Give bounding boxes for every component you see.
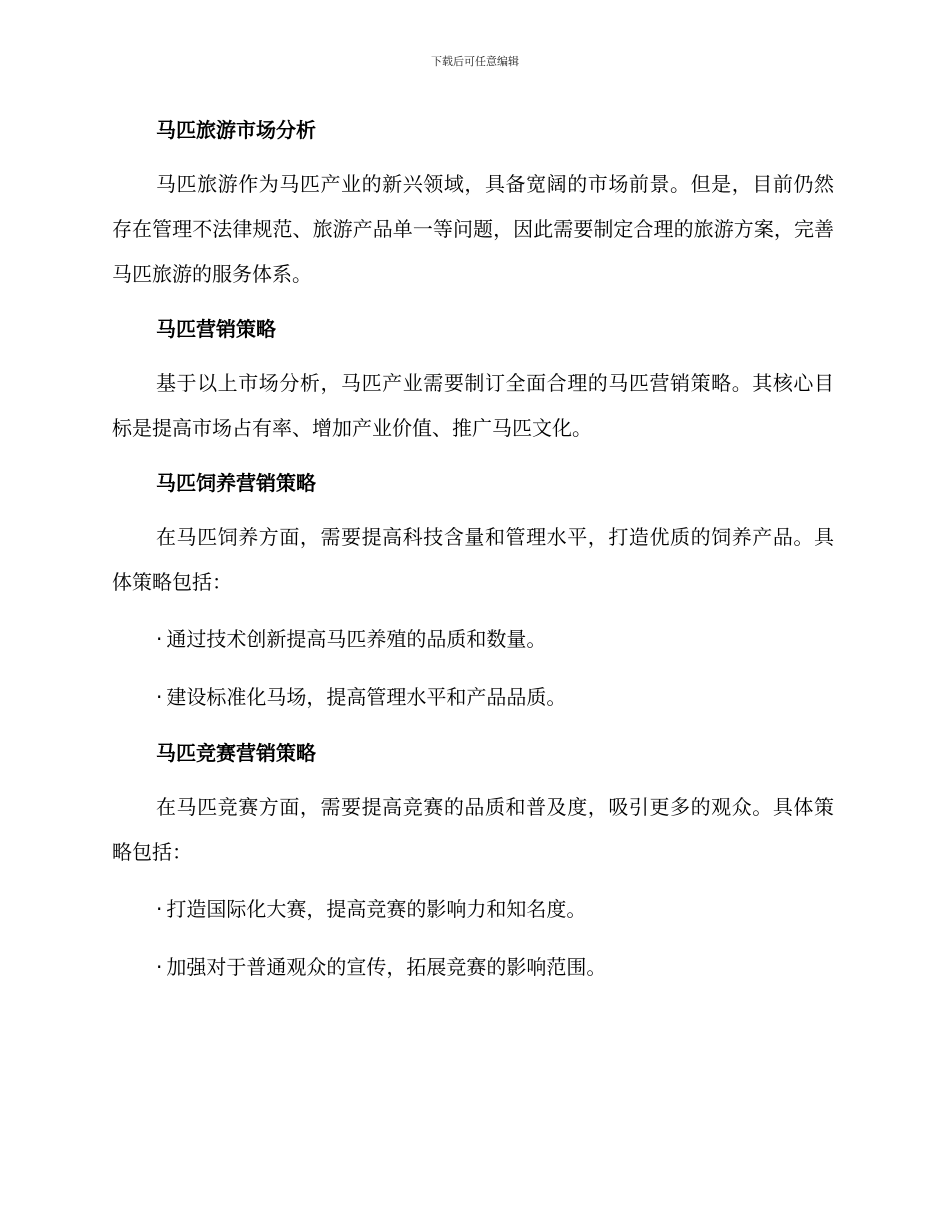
section-paragraph: 在马匹饲养方面，需要提高科技含量和管理水平，打造优质的饲养产品。具体策略包括： xyxy=(112,525,834,594)
bullet-dot: · xyxy=(156,627,163,651)
bullet-item xyxy=(112,617,834,662)
section-heading: 马匹竞赛营销策略 xyxy=(156,741,316,765)
bullet-dot: · xyxy=(156,685,163,709)
bullet-text: 通过技术创新提高马匹养殖的品质和数量。 xyxy=(166,627,547,651)
section-paragraph: 基于以上市场分析，马匹产业需要制订全面合理的马匹营销策略。其核心目标是提高市场占有率、增加产业价值、推广马匹文化。 xyxy=(112,371,834,440)
bullet-text: 建设标准化马场，提高管理水平和产品品质。 xyxy=(166,685,567,709)
bullet-text: 打造国际化大赛，提高竞赛的影响力和知名度。 xyxy=(166,897,587,921)
bullet-item xyxy=(112,945,834,990)
bullet-dot: · xyxy=(156,955,163,979)
section-heading: 马匹旅游市场分析 xyxy=(156,118,316,142)
bullet-item xyxy=(112,675,834,720)
section-heading: 马匹营销策略 xyxy=(156,317,276,341)
page-header-note: 下载后可任意编辑 xyxy=(431,55,519,68)
bullet-dot: · xyxy=(156,897,163,921)
document-body xyxy=(112,110,834,1003)
section-paragraph: 在马匹竞赛方面，需要提高竞赛的品质和普及度，吸引更多的观众。具体策略包括： xyxy=(112,795,834,864)
bullet-text: 加强对于普通观众的宣传，拓展竞赛的影响范围。 xyxy=(166,955,607,979)
bullet-item xyxy=(112,887,834,932)
section-paragraph: 马匹旅游作为马匹产业的新兴领域，具备宽阔的市场前景。但是，目前仍然存在管理不法律规范、旅游产品单一等问题，因此需要制定合理的旅游方案，完善马匹旅游的服务体系。 xyxy=(112,172,834,286)
section-heading: 马匹饲养营销策略 xyxy=(156,471,316,495)
